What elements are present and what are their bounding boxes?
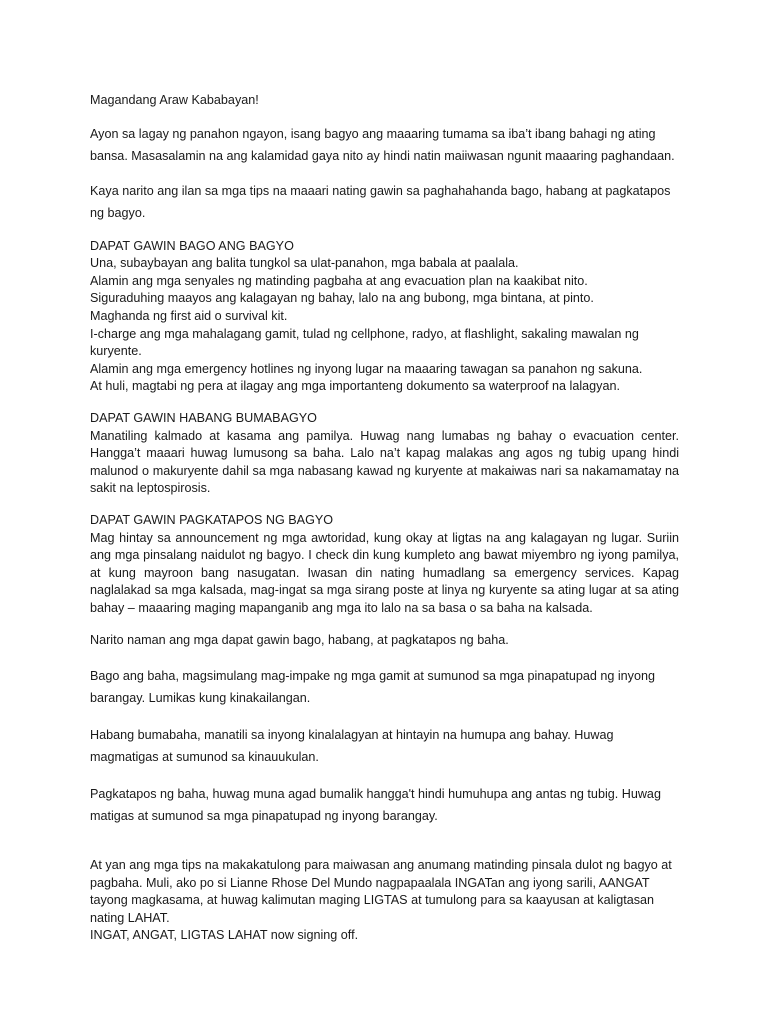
before-tip-4: Maghanda ng first aid o survival kit. [90, 308, 288, 323]
before-tip-3: Siguraduhing maayos ang kalagayan ng bahay, lalo na ang bubong, mga bintana, at pinto. [90, 291, 594, 306]
after-typhoon-paragraph: Mag hintay sa announcement ng mga awtoridad, kung okay at ligtas na ang kalagayan ng lugar. Suriin ang mga pinsalang naidulot ng bagyo. I check din kung kumpleto ang bawat miyembro ng iyong pamilya, at kung mayroon bang nasugatan. Iwasan din nating humadlang sa emergency services. Kapag naglalakad sa mga kalsada, mag-ingat sa mga sirang poste at linya ng kuryente sa ating lugar at sa ating bahay – maaaring maging mapanganib ang mga ito lalo na sa basa o sa baha na kalsada. [90, 530, 679, 615]
flood-during-paragraph: Habang bumabaha, manatili sa inyong kinalalagyan at hintayin na humupa ang bahay. Huwag magmatigas at sumunod sa kinauukulan. [90, 728, 614, 765]
greeting: Magandang Araw Kababayan! [90, 93, 259, 107]
signoff-line: INGAT, ANGAT, LIGTAS LAHAT now signing off. [90, 928, 359, 943]
before-tip-6: Alamin ang mga emergency hotlines ng inyong lugar na maaaring tawagan sa panahon ng sakuna. [90, 361, 643, 376]
flood-before-paragraph: Bago ang baha, magsimulang mag-impake ng mga gamit at sumunod sa mga pinapatupad ng inyong barangay. Lumikas kung kinakailangan. [90, 669, 655, 706]
document-page [90, 92, 679, 945]
intro-paragraph-1: Ayon sa lagay ng panahon ngayon, isang bagyo ang maaaring tumama sa iba’t ibang bahagi ng ating bansa. Masasalamin na ang kalamidad gaya nito ay hindi natin maiiwasan ngunit maaaring paghandaan. [90, 126, 675, 163]
before-typhoon-list [90, 255, 679, 396]
during-typhoon-paragraph: Manatiling kalmado at kasama ang pamilya. Huwag nang lumabas ng bahay o evacuation center. Hangga’t maaari huwag lumusong sa baha. Lalo na’t kapag malakas ang agos ng tubig upang hindi malunod o makuryente dahil sa mga nabasang kawad ng kuryente at makaiwas nari sa nakamamatay na sakit na leptospirosis. [90, 428, 679, 496]
before-tip-2: Alamin ang mga senyales ng matinding pagbaha at ang evacuation plan na kaakibat nito. [90, 273, 588, 288]
before-tip-5: I-charge ang mga mahalagang gamit, tulad ng cellphone, radyo, at flashlight, sakaling mawalan ng kuryente. [90, 326, 639, 359]
closing-paragraph: At yan ang mga tips na makakatulong para maiwasan ang anumang matinding pinsala dulot ng bagyo at pagbaha. Muli, ako po si Lianne Rhose Del Mundo nagpapaalala INGATan ang iyong sarili, AANGAT tayong magkasama, at huwag kalimutan maging LIGTAS at tumulong para sa kaayusan at kaligtasan nating LAHAT. [90, 858, 672, 925]
heading-before-typhoon: DAPAT GAWIN BAGO ANG BAGYO [90, 238, 294, 253]
heading-after-typhoon: DAPAT GAWIN PAGKATAPOS NG BAGYO [90, 512, 334, 527]
heading-during-typhoon: DAPAT GAWIN HABANG BUMABAGYO [90, 410, 317, 425]
before-tip-7: At huli, magtabi ng pera at ilagay ang mga importanteng dokumento sa waterproof na lalagyan. [90, 379, 620, 394]
before-tip-1: Una, subaybayan ang balita tungkol sa ulat-panahon, mga babala at paalala. [90, 256, 519, 271]
flood-intro: Narito naman ang mga dapat gawin bago, habang, at pagkatapos ng baha. [90, 633, 509, 648]
flood-after-paragraph: Pagkatapos ng baha, huwag muna agad bumalik hangga't hindi humuhupa ang antas ng tubig. Huwag matigas at sumunod sa mga pinapatupad ng inyong barangay. [90, 787, 661, 824]
intro-paragraph-2: Kaya narito ang ilan sa mga tips na maaari nating gawin sa paghahahanda bago, habang at pagkatapos ng bagyo. [90, 183, 671, 220]
